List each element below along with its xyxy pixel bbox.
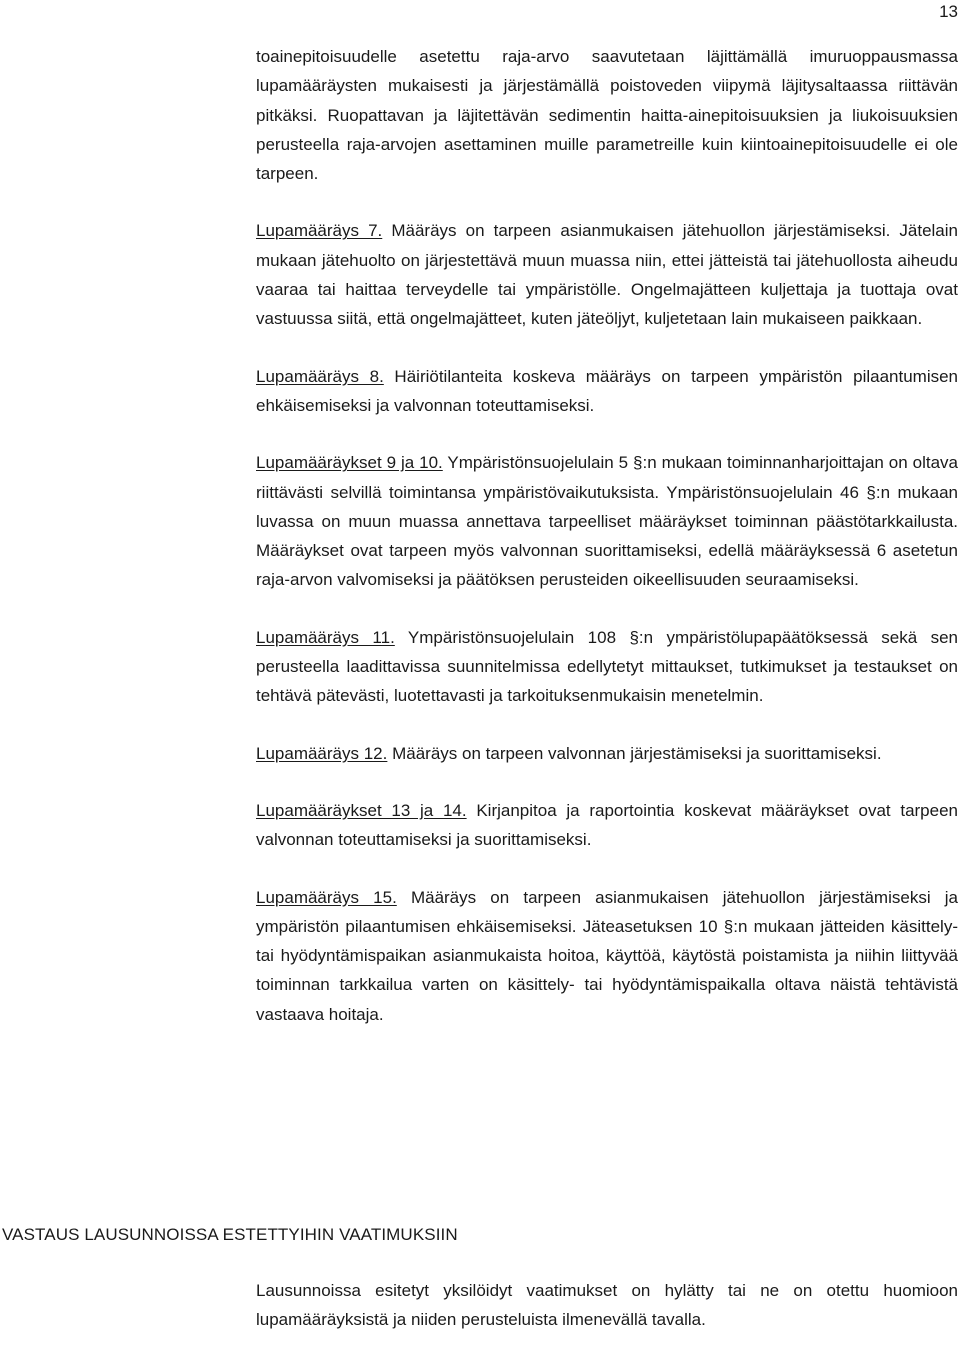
paragraph-permit-9-10 (256, 448, 958, 594)
paragraph-text: Häiriötilanteita koskeva määräys on tarpeen ympäristön pilaantumisen ehkäisemiseksi ja valvonnan toteuttamiseksi. (256, 366, 959, 415)
paragraph-permit-13-14 (256, 796, 958, 855)
permit-reference: Lupamääräys 8. (256, 366, 384, 386)
paragraph-text: Kirjanpitoa ja raportointia koskevat määräykset ovat tarpeen valvonnan toteuttamiseksi ja suorittamiseksi. (256, 800, 959, 850)
paragraph-text: Määräys on tarpeen valvonnan järjestämiseksi ja suorittamiseksi. (387, 743, 882, 763)
document-body (256, 42, 958, 1057)
permit-reference: Lupamääräykset 13 ja 14. (256, 800, 467, 820)
paragraph-permit-15 (256, 883, 958, 1029)
paragraph-sediment (256, 42, 958, 188)
paragraph-text: Ympäristönsuojelulain 108 §:n ympäristölupapäätöksessä sekä sen perusteella laadittavissa suunnitelmissa edellytetyt mittaukset, tutkimukset ja testaukset on tehtävä pätevästi, luotettavasti ja tarkoituksenmukaisin menetelmin. (256, 627, 958, 706)
permit-reference: Lupamääräys 11. (256, 627, 395, 647)
permit-reference: Lupamääräys 12. (256, 743, 388, 763)
paragraph-statements: Lausunnoissa esitetyt yksilöidyt vaatimukset on hylätty tai ne on otettu huomioon lupamääräyksistä ja niiden perusteluista ilmenevällä tavalla. (256, 1281, 958, 1330)
paragraph-permit-8 (256, 362, 958, 421)
section-body (256, 1276, 958, 1363)
paragraph-permit-12 (256, 739, 958, 768)
permit-reference: Lupamääräys 7. (256, 221, 383, 241)
paragraph-text: Määräys on tarpeen asianmukaisen jätehuollon järjestämiseksi ja ympäristön pilaantumisen ehkäisemiseksi. Jäteasetuksen 10 §:n mukaan jätteiden käsittely- tai hyödyntämispaikan asianmukaista hoitoa, käyttöä, käytöstä poistamista ja niihin liittyvää toiminnan tarkkailua varten on käsittely- tai hyödyntämispaikalla oltava näistä tehtävistä vastaava hoitaja. (256, 887, 958, 1024)
permit-reference: Lupamääräys 15. (256, 887, 397, 907)
section-heading: VASTAUS LAUSUNNOISSA ESTETTYIHIN VAATIMUKSIIN (2, 1225, 458, 1244)
paragraph-text: Ympäristönsuojelulain 5 §:n mukaan toiminnanharjoittajan on oltava riittävästi selvillä toimintansa ympäristövaikutuksista. Ympäristönsuojelulain 46 §:n mukaan luvassa on muun muassa annettava tarpeelliset määräykset toiminnan päästötarkkailusta. Määräykset ovat tarpeen myös valvonnan suorittamiseksi, edellä määräyksessä 6 asetetun raja-arvon valvomiseksi ja päätöksen perusteiden oikeellisuuden seuraamiseksi. (256, 453, 958, 590)
paragraph-text: toainepitoisuudelle asetettu raja-arvo saavutetaan läjittämällä imuruoppausmassa lupamääräysten mukaisesti ja järjestämällä poistoveden viipymä läjitysaltaassa riittävän pitkäksi. Ruopattavan ja läjitettävän sedimentin haitta-ainepitoisuuksien ja liukoisuuksien perusteella raja-arvojen asettaminen muille parametreille kuin kiintoainepitoisuudelle ei ole tarpeen. (256, 47, 958, 184)
paragraph-permit-11 (256, 623, 958, 711)
page-number: 13 (939, 2, 958, 21)
paragraph-permit-7 (256, 216, 958, 333)
paragraph-text: Määräys on tarpeen asianmukaisen jätehuollon järjestämiseksi. Jätelain mukaan jätehuolto on järjestettävä muun muassa niin, ettei jätteistä tai jätehuollosta aiheudu vaaraa tai haittaa terveydelle tai ympäristölle. Ongelmajätteen kuljettaja ja tuottaja ovat vastuussa siitä, että ongelmajätteet, kuten jäteöljyt, kuljetetaan lain mukaiseen paikkaan. (256, 221, 958, 329)
permit-reference: Lupamääräykset 9 ja 10. (256, 453, 443, 473)
